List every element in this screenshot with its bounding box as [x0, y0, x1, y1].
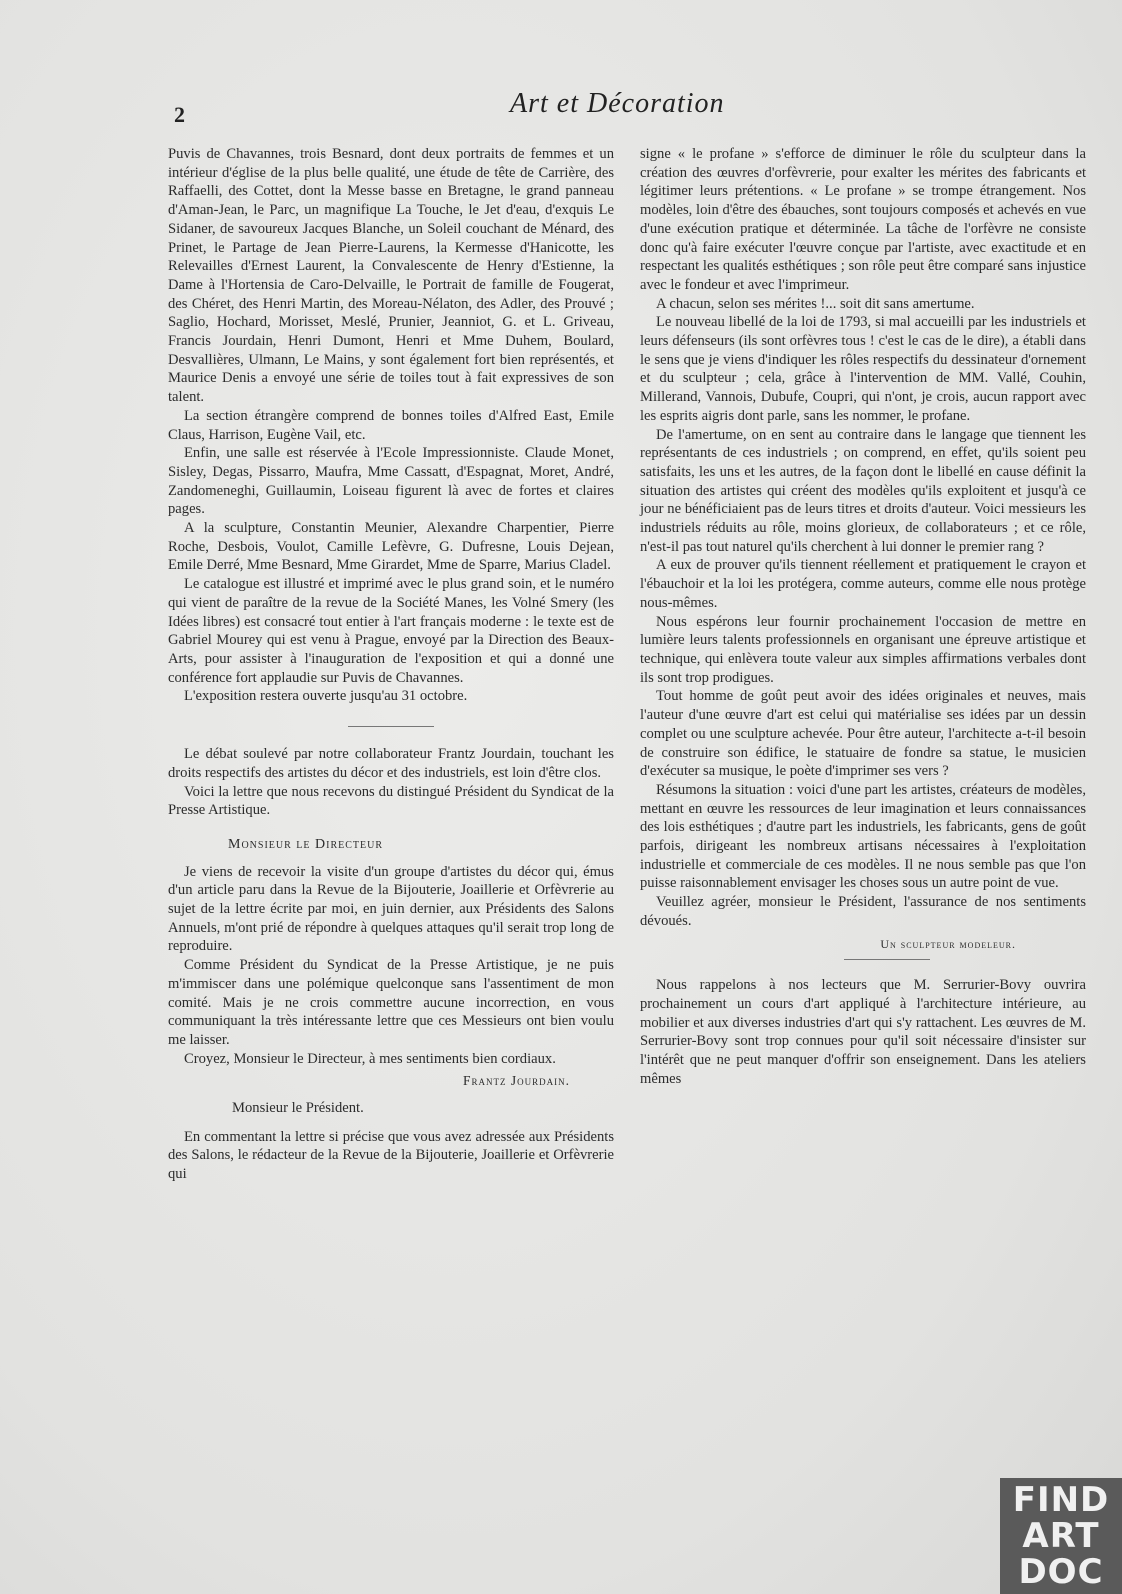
paragraph: Comme Président du Syndicat de la Presse Artistique, je ne puis m'immiscer dans une polémique quelconque sans l'assentiment de mon comité. Mais je ne crois commettre aucune incorrection, en vous communiquant la très intéressante lettre que ces Messieurs ont bien voulu me laisser.	[168, 957, 614, 1048]
logo-line: ART	[1022, 1516, 1100, 1556]
letter-heading: Monsieur le Directeur	[228, 836, 383, 852]
paragraph: En commentant la lettre si précise que vous avez adressée aux Présidents des Salons, le rédacteur de la Revue de la Bijouterie, Joaillerie et Orfèvrerie qui	[168, 1128, 614, 1183]
paragraph: Résumons la situation : voici d'une part les artistes, créateurs de modèles, mettant en œuvre les ressources de leur imagination et leurs connaissances des lois esthétiques ; d'autre part les industriels, les fabricants, gens de goût parfois, dirigeant les nombreux artisans nécessaires à l'exploitation industrielle et commerciale de ces modèles. Il ne nous semble pas que l'on puisse raisonnablement envisager les choses sous un autre point de vue.	[640, 781, 1086, 892]
paragraph: signe « le profane » s'efforce de diminuer le rôle du sculpteur dans la création des œuvres d'orfèvrerie, pour exalter les mérites des fabricants et légitimer leurs prétentions. « Le profane » se trompe étrangement. Nos modèles, loin d'être des ébauches, sont toujours composés et achevés en vue d'une exécution pratique et déterminée. La tâche de l'orfèvre ne consiste donc qu'à faire exécuter l'œuvre conçue par l'artiste, avec exactitude et en respectant les qualités esthétiques ; son rôle peut être comparé sans injustice avec le fondeur et avec l'imprimeur.	[640, 146, 1086, 293]
paragraph: L'exposition restera ouverte jusqu'au 31 octobre.	[184, 688, 468, 705]
paragraph: Nous espérons leur fournir prochainement l'occasion de mettre en lumière leurs talents professionnels en organisant une épreuve artistique et technique, qui enlèvera toute valeur aux simples affirmations verbales dont ils sont trop prodigues.	[640, 613, 1086, 686]
findartdoc-logo	[1000, 1478, 1122, 1594]
paragraph: La section étrangère comprend de bonnes toiles d'Alfred East, Emile Claus, Harrison, Eugène Vail, etc.	[168, 407, 614, 443]
page-header	[166, 88, 1094, 128]
paragraph: A eux de prouver qu'ils tiennent réellement et pratiquement le crayon et l'ébauchoir et la loi les protégera, comme auteurs, comme elle nous protège nous-mêmes.	[640, 557, 1086, 611]
logo-line: DOC	[1018, 1552, 1104, 1592]
paragraph: Le nouveau libellé de la loi de 1793, si mal accueilli par les industriels et leurs défenseurs (ils sont orfèvres tous ! c'est le cas de le dire), a établi dans le sens que je viens d'indiquer les rôles respectifs du dessinateur d'ornement et du sculpteur ; cela, grâce à l'intervention de MM. Vallé, Couhin, Millerand, Vannois, Dubufe, Coupri, qui n'ont, je crois, aucun rapport avec les esprits aigris dont parle, sans les nommer, le profane.	[640, 314, 1086, 424]
logo-line: FIND	[1012, 1480, 1110, 1520]
paragraph: Croyez, Monsieur le Directeur, à mes sentiments bien cordiaux.	[184, 1050, 556, 1067]
paragraph: A la sculpture, Constantin Meunier, Alexandre Charpentier, Pierre Roche, Desbois, Voulot, Camille Lefèvre, G. Dufresne, Louis Dejean, Emile Derré, Mme Besnard, Mme Girardet, Mme de Sparre, Marius Cladel.	[168, 520, 614, 574]
letter-salutation: Monsieur le Président.	[232, 1100, 364, 1117]
paragraph: Nous rappelons à nos lecteurs que M. Serrurier-Bovy ouvrira prochainement un cours d'art appliqué à l'architecture intérieure, au mobilier et aux diverses industries d'art qui s'y rattachent. Les œuvres de M. Serrurier-Bovy sont trop connues pour qu'il soit nécessaire d'insister sur l'intérêt que ne peut manquer d'offrir son enseignement. Dans les ateliers mêmes	[640, 977, 1086, 1087]
paragraph: Je viens de recevoir la visite d'un groupe d'artistes du décor qui, émus d'un article paru dans la Revue de la Bijouterie, Joaillerie et Orfèvrerie au sujet de la lettre écrite par moi, en juin dernier, aux Présidents des Salons Annuels, m'ont prié de répondre à quelques attaques qu'il serait trop long de reproduire.	[168, 863, 614, 955]
paragraph: Voici la lettre que nous recevons du distingué Président du Syndicat de la Presse Artistique.	[168, 783, 614, 819]
paragraph: Puvis de Chavannes, trois Besnard, dont deux portraits de femmes et un intérieur d'église de la plus belle qualité, une étude de tête de Carrière, des Raffaelli, des Cottet, dont la Messe basse en Bretagne, le grand panneau d'Aman-Jean, le Parc, un magnifique La Touche, le Jet d'eau, d'exquis Le Sidaner, de savoureux Jacques Blanche, un Soleil couchant de Ménard, des Prinet, le Partage de Jean Pierre-Laurens, la Kermesse d'Hanicotte, les Relevailles d'Ernest Laurent, la Convalescente de Henry d'Estienne, la Dame à l'Hortensia de Caro-Delvaille, le Portrait de famille de Fougerat, des Chéret, des Henri Martin, des Moreau-Nélaton, des Adler, des Prouvé ; Saglio, Hochard, Morisset, Meslé, Prunier, Jeanniot, G. et L. Griveau, Francis Jourdain, Henri Dumont, Henri et Mme Duhem, Boulard, Desvallières, Ulmann, Le Mains, y sont également fort bien représentés, et Maurice Denis a envoyé une série de toiles tout à fait expressives de son talent.	[168, 146, 614, 406]
letter-signature: Frantz Jourdain.	[462, 1073, 570, 1089]
right-column	[640, 145, 1086, 1088]
letter-signature: Un sculpteur modeleur.	[880, 936, 1016, 951]
paragraph: Le catalogue est illustré et imprimé avec le plus grand soin, et le numéro qui vient de paraître de la revue de la Société Manes, les Volné Smery (les Idées libres) est consacré tout entier à l'art français moderne : le texte est de Gabriel Mourey qui est venu à Prague, envoyé par la Direction des Beaux-Arts, pour assister à l'inauguration de l'exposition et qui a donné une conférence fort applaudie sur Puvis de Chavannes.	[168, 576, 614, 686]
paragraph: A chacun, selon ses mérites !... soit dit sans amertume.	[656, 295, 975, 312]
paragraph: Le débat soulevé par notre collaborateur Frantz Jourdain, touchant les droits respectifs des artistes du décor et des industriels, est loin d'être clos.	[168, 746, 614, 781]
paragraph: De l'amertume, on en sent au contraire dans le langage que tiennent les représentants de ces industriels ; on comprend, en effet, qu'ils soient peu satisfaits, les uns et les autres, de la façon dont le libellé en cause définit la situation des artistes qui créent des modèles qu'ils exploitent et jusqu'à ce jour ne bénéficiaient pas de leurs titres et droits d'auteur. Voici messieurs les industriels réduits au rôle, moins glorieux, de collaborateurs ; et ce rôle, n'est-il pas tout naturel qu'ils cherchent à lui donner le premier rang ?	[640, 426, 1086, 555]
running-title: Art et Décoration	[510, 88, 725, 119]
paragraph: Enfin, une salle est réservée à l'Ecole Impressionniste. Claude Monet, Sisley, Degas, Pissarro, Maufra, Mme Cassatt, d'Espagnat, Moret, André, Zandomeneghi, Guillaumin, Loiseau figurent là avec de fortes et claires pages.	[168, 445, 614, 518]
section-divider	[844, 959, 930, 960]
page-number: 2	[174, 102, 185, 127]
paragraph: Tout homme de goût peut avoir des idées originales et neuves, mais l'auteur d'une œuvre d'art est celui qui matérialise ses idées par un dessin complet ou une sculpture achevée. Pour être auteur, l'architecte a-t-il besoin de construire son édifice, le statuaire de fondre sa statue, le musicien d'exécuter sa musique, le poète d'imprimer ses vers ?	[640, 688, 1086, 780]
paragraph: Veuillez agréer, monsieur le Président, l'assurance de nos sentiments dévoués.	[640, 894, 1086, 929]
left-column	[168, 145, 614, 1184]
section-divider	[348, 726, 434, 727]
